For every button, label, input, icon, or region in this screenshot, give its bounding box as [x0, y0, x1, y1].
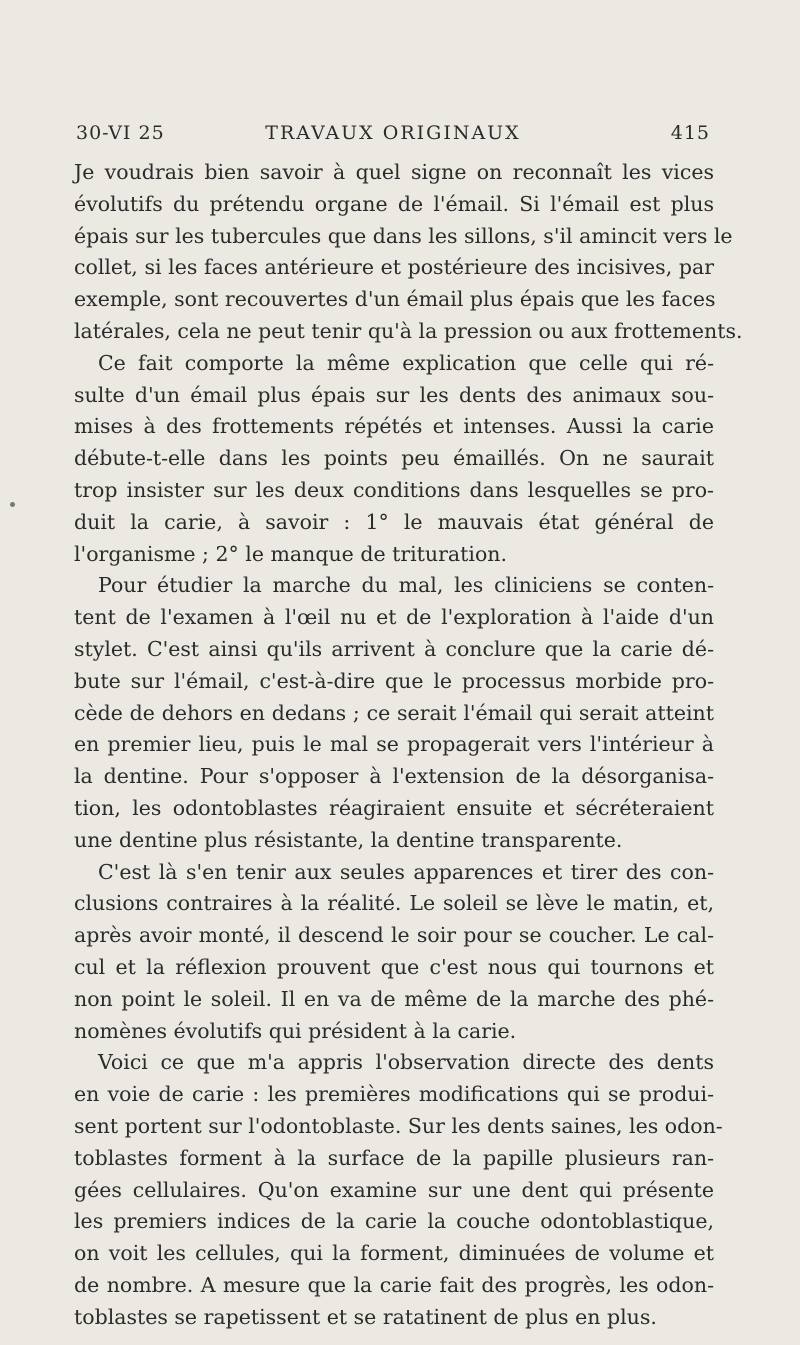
text-line: en premier lieu, puis le mal se propagerait vers l'intérieur à [74, 732, 714, 757]
text-line: la dentine. Pour s'opposer à l'extension de la désorganisa- [74, 764, 714, 789]
text-line: on voit les cellules, qui la forment, diminuées de volume et [74, 1241, 714, 1266]
text-line: Pour étudier la marche du mal, les cliniciens se conten- [98, 573, 714, 598]
body-text [74, 157, 743, 1333]
paragraph [74, 570, 714, 856]
text-line: C'est là s'en tenir aux seules apparences et tirer des con- [98, 859, 714, 884]
text-line: toblastes se rapetissent et se ratatinent de plus en plus. [74, 1304, 657, 1329]
text-line: une dentine plus résistante, la dentine transparente. [74, 827, 623, 852]
header-date: 30-VI 25 [76, 122, 165, 144]
text-line: Je voudrais bien savoir à quel signe on reconnaît les vices [74, 160, 714, 184]
text-line: cul et la réflexion prouvent que c'est nous qui tournons et [74, 954, 714, 979]
paragraph [74, 348, 714, 571]
text-line: débute-t-elle dans les points peu émaillés. On ne saurait [74, 446, 714, 471]
text-line: Ce fait comporte la même explication que celle qui ré- [98, 350, 714, 375]
text-line: cède de dehors en dedans ; ce serait l'émail qui serait atteint [74, 700, 714, 725]
paragraph [74, 1047, 723, 1333]
text-line: en voie de carie : les premières modifications qui se produi- [74, 1082, 714, 1107]
text-line: exemple, sont recouvertes d'un émail plus épais que les faces [74, 287, 716, 312]
text-line: clusions contraires à la réalité. Le soleil se lève le matin, et, [74, 891, 714, 916]
text-line: stylet. C'est ainsi qu'ils arrivent à conclure que la carie dé- [74, 636, 714, 661]
text-line: nomènes évolutifs qui président à la carie. [74, 1018, 517, 1043]
text-line: bute sur l'émail, c'est-à-dire que le processus morbide pro- [74, 668, 714, 693]
text-line: Voici ce que m'a appris l'observation directe des dents [98, 1050, 714, 1075]
text-line: non point le soleil. Il en va de même de la marche des phé- [74, 986, 714, 1011]
text-line: sulte d'un émail plus épais sur les dents des animaux sou- [74, 382, 714, 407]
paragraph [74, 157, 743, 348]
text-line: les premiers indices de la carie la couche odontoblastique, [74, 1209, 714, 1234]
text-line: collet, si les faces antérieure et postérieure des incisives, par [74, 255, 714, 280]
text-line: duit la carie, à savoir : 1° le mauvais état général de [74, 509, 714, 534]
header-section-title: TRAVAUX ORIGINAUX [265, 122, 521, 144]
text-line: tent de l'examen à l'œil nu et de l'exploration à l'aide d'un [74, 605, 714, 630]
text-line: après avoir monté, il descend le soir pour se coucher. Le cal- [74, 923, 714, 948]
text-line: épais sur les tubercules que dans les sillons, s'il amincit vers le [74, 223, 733, 248]
text-line: sent portent sur l'odontoblaste. Sur les dents saines, les odon- [74, 1113, 723, 1138]
margin-mark [10, 502, 15, 507]
text-line: de nombre. A mesure que la carie fait des progrès, les odon- [74, 1272, 714, 1297]
text-line: latérales, cela ne peut tenir qu'à la pression ou aux frottements. [74, 318, 743, 343]
page-number: 415 [670, 122, 710, 144]
paragraph [74, 857, 714, 1048]
text-line: tion, les odontoblastes réagiraient ensuite et sécréteraient [74, 795, 714, 820]
text-line: l'organisme ; 2° le manque de trituration. [74, 541, 508, 566]
text-line: gées cellulaires. Qu'on examine sur une dent qui présente [74, 1177, 714, 1202]
text-line: trop insister sur les deux conditions dans lesquelles se pro- [74, 477, 714, 502]
running-head [76, 122, 710, 150]
text-line: mises à des frottements répétés et intenses. Aussi la carie [74, 414, 714, 439]
text-line: toblastes forment à la surface de la papille plusieurs ran- [74, 1145, 714, 1170]
text-line: évolutifs du prétendu organe de l'émail. Si l'émail est plus [74, 191, 714, 216]
